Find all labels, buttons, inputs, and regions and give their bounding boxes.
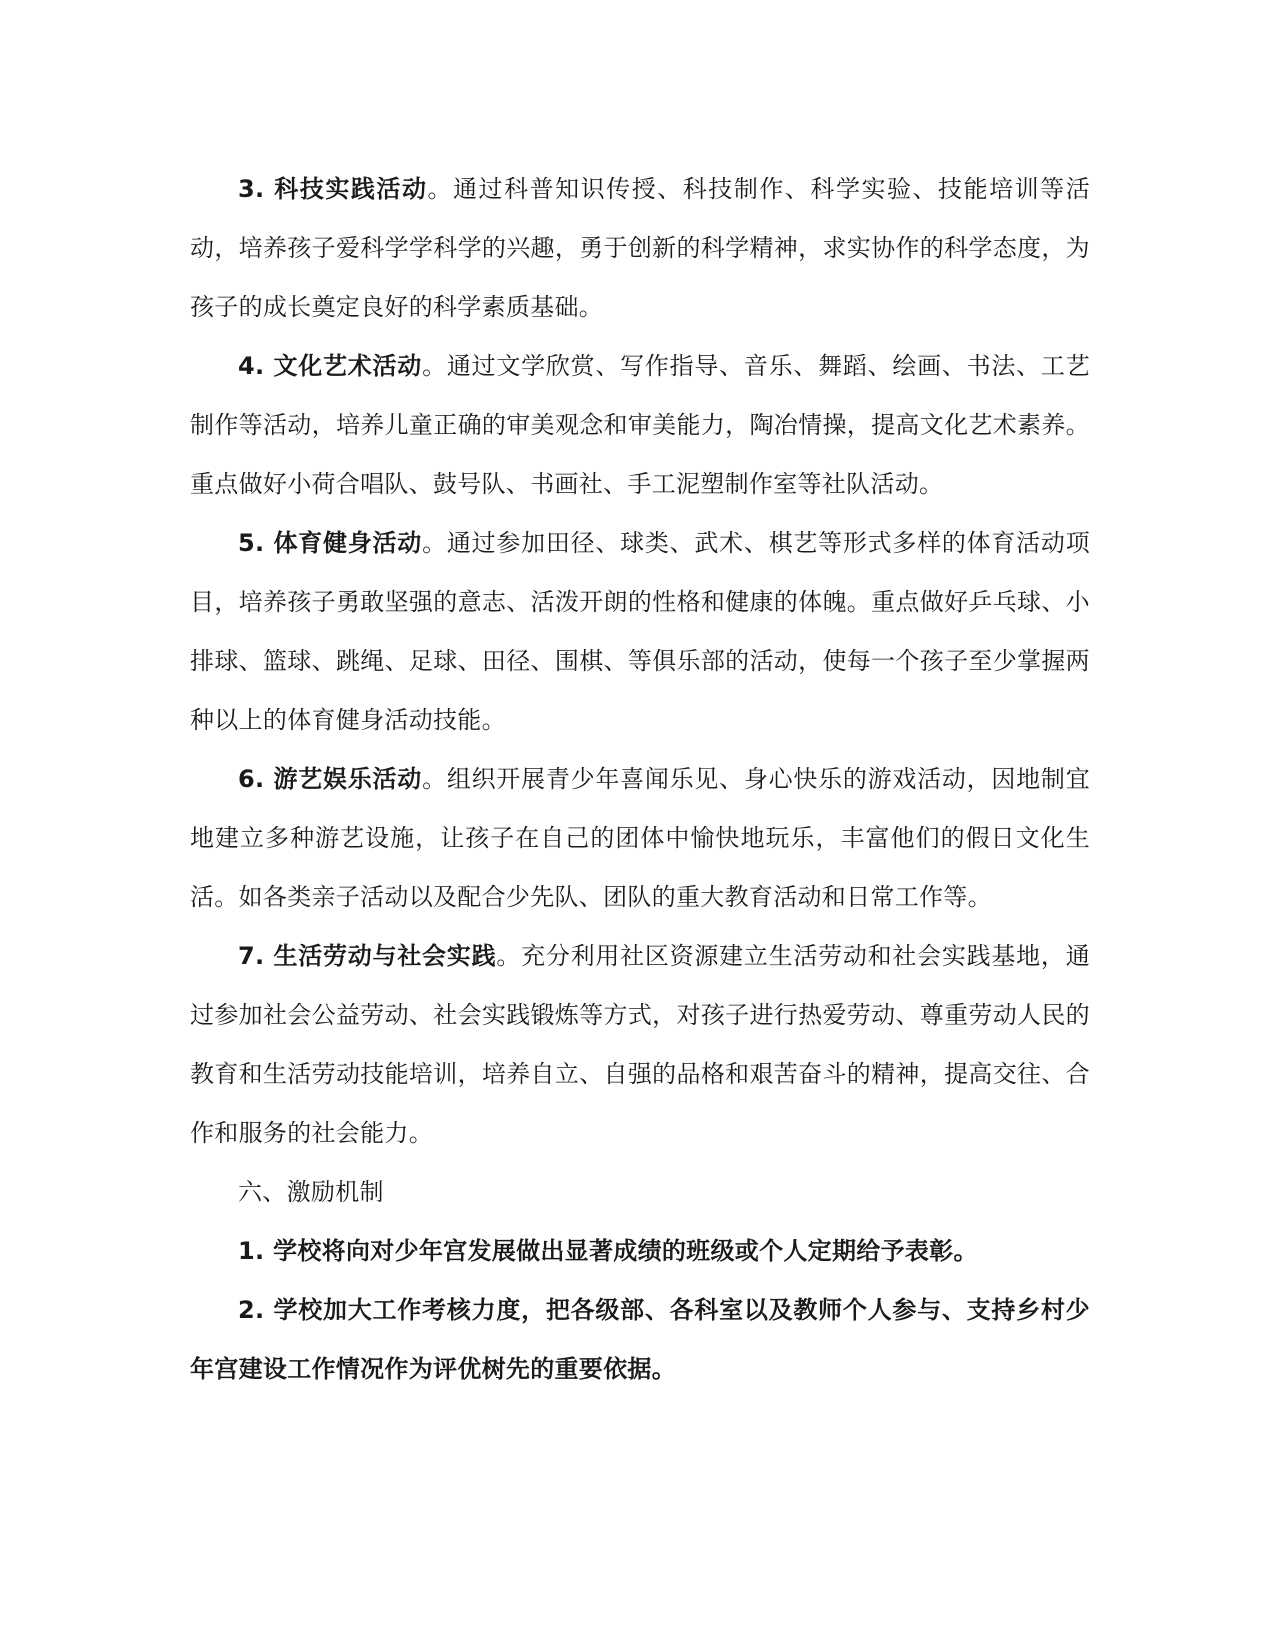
paragraph-lead: 7. 生活劳动与社会实践 — [238, 942, 497, 970]
paragraph-lead: 3. 科技实践活动 — [238, 175, 428, 203]
paragraph-lead: 6. 游艺娱乐活动 — [238, 765, 423, 793]
paragraph-culture-art — [190, 337, 1090, 514]
paragraph-sports-fitness — [190, 514, 1090, 750]
paragraph-body: 。组织开展青少年喜闻乐见、身心快乐的游戏活动，因地制宜地建立多种游艺设施，让孩子在自己的团体中愉快地玩乐，丰富他们的假日文化生活。如各类亲子活动以及配合少先队、团队的重大教育活动和日常工作等。 — [190, 765, 1090, 911]
paragraph-body: 。通过参加田径、球类、武术、棋艺等形式多样的体育活动项目，培养孩子勇敢坚强的意志、活泼开朗的性格和健康的体魄。重点做好乒乓球、小排球、篮球、跳绳、足球、田径、围棋、等俱乐部的活动，使每一个孩子至少掌握两种以上的体育健身活动技能。 — [190, 529, 1090, 734]
paragraph-lead: 4. 文化艺术活动 — [238, 352, 423, 380]
incentive-item: 2. 学校加大工作考核力度，把各级部、各科室以及教师个人参与、支持乡村少年宫建设工作情况作为评优树先的重要依据。 — [190, 1296, 1090, 1383]
section-heading: 六、激励机制 — [238, 1178, 384, 1206]
paragraph-labor-social-practice — [190, 927, 1090, 1163]
incentive-item: 1. 学校将向对少年宫发展做出显著成绩的班级或个人定期给予表彰。 — [238, 1237, 978, 1265]
paragraph-science-practice — [190, 160, 1090, 337]
paragraph-games-entertainment — [190, 750, 1090, 927]
paragraph-lead: 5. 体育健身活动 — [238, 529, 423, 557]
paragraph-body: 。通过科普知识传授、科技制作、科学实验、技能培训等活动，培养孩子爱科学学科学的兴趣，勇于创新的科学精神，求实协作的科学态度，为孩子的成长奠定良好的科学素质基础。 — [190, 175, 1090, 321]
paragraph-body: 。通过文学欣赏、写作指导、音乐、舞蹈、绘画、书法、工艺制作等活动，培养儿童正确的审美观念和审美能力，陶冶情操，提高文化艺术素养。重点做好小荷合唱队、鼓号队、书画社、手工泥塑制作室等社队活动。 — [190, 352, 1090, 498]
paragraph-body: 。充分利用社区资源建立生活劳动和社会实践基地，通过参加社会公益劳动、社会实践锻炼等方式，对孩子进行热爱劳动、尊重劳动人民的教育和生活劳动技能培训，培养自立、自强的品格和艰苦奋斗的精神，提高交往、合作和服务的社会能力。 — [190, 942, 1090, 1147]
document-page — [190, 160, 1090, 1399]
